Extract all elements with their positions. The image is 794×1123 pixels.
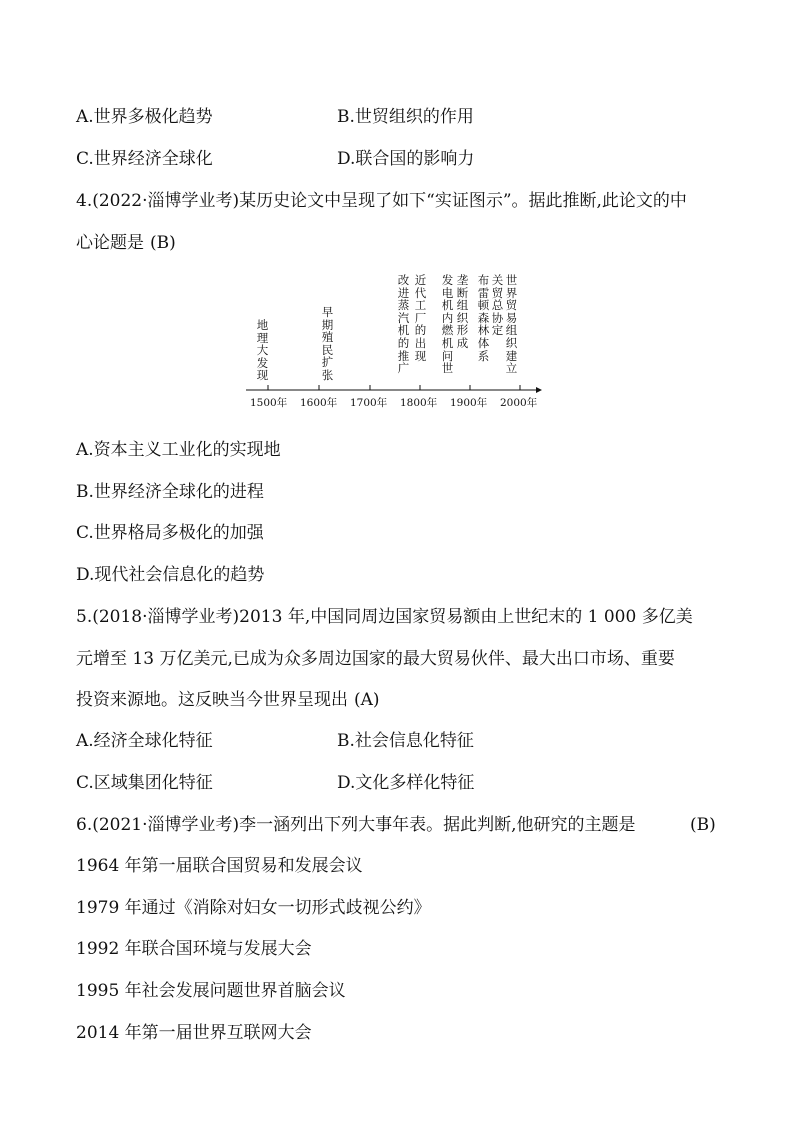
- tick-label: 1600年: [300, 397, 338, 409]
- q6-answer: (B): [690, 815, 716, 835]
- timeline-event: 改进蒸汽机的推广: [397, 273, 410, 376]
- tick-label: 1500年: [250, 397, 288, 409]
- timeline-event: 关贸总协定: [491, 273, 504, 338]
- timeline-event: 世界贸易组织建立: [505, 273, 518, 376]
- q4-option-c: C.世界格局多极化的加强: [76, 523, 264, 543]
- q5-option-c: C.区域集团化特征: [76, 773, 213, 793]
- q4-stem-text: 心论题是: [76, 233, 144, 253]
- q4-option-d: D.现代社会信息化的趋势: [76, 565, 265, 585]
- q5-option-d: D.文化多样化特征: [337, 773, 475, 793]
- timeline-event: 近代工厂的出现: [414, 273, 427, 363]
- tick-label: 1700年: [350, 397, 388, 409]
- q5-stem-text: 投资来源地。这反映当今世界呈现出: [76, 690, 348, 710]
- q4-option-b: B.世界经济全球化的进程: [76, 482, 264, 502]
- timeline-event: 布雷顿森林体系: [477, 273, 490, 363]
- q6-event: 1979 年通过《消除对妇女一切形式歧视公约》: [76, 898, 431, 918]
- q5-stem-line3: [76, 689, 380, 711]
- q4-answer: (B): [150, 233, 176, 253]
- timeline-event: 垄断组织形成: [456, 273, 469, 350]
- tick-label: 2000年: [500, 397, 538, 409]
- q3-option-c: C.世界经济全球化: [76, 149, 213, 169]
- q3-option-d: D.联合国的影响力: [337, 149, 475, 169]
- timeline-event: 早期殖民扩张: [321, 305, 334, 382]
- tick-label: 1800年: [400, 397, 438, 409]
- q5-stem-line1: 5.(2018·淄博学业考)2013 年,中国同周边国家贸易额由上世纪末的 1 000 多亿美: [76, 607, 693, 627]
- q4-stem-line2: [76, 232, 176, 254]
- q6-event: 1992 年联合国环境与发展大会: [76, 939, 312, 959]
- q5-option-b: B.社会信息化特征: [337, 731, 474, 751]
- q5-stem-line2: 元增至 13 万亿美元,已成为众多周边国家的最大贸易伙伴、最大出口市场、重要: [76, 649, 675, 669]
- q6-event: 2014 年第一届世界互联网大会: [76, 1023, 312, 1043]
- q6-event: 1964 年第一届联合国贸易和发展会议: [76, 856, 363, 876]
- q3-option-a: A.世界多极化趋势: [76, 107, 213, 127]
- q6-stem: 6.(2021·淄博学业考)李一涵列出下列大事年表。据此判断,他研究的主题是: [76, 815, 636, 835]
- tick-label: 1900年: [450, 397, 488, 409]
- q4-option-a: A.资本主义工业化的实现地: [76, 440, 281, 460]
- evidence-timeline: [240, 272, 550, 412]
- q5-option-a: A.经济全球化特征: [76, 731, 213, 751]
- q4-stem-line1: 4.(2022·淄博学业考)某历史论文中呈现了如下“实证图示”。据此推断,此论文的中: [76, 191, 687, 211]
- q3-option-b: B.世贸组织的作用: [337, 107, 474, 127]
- q5-answer: (A): [354, 690, 380, 710]
- timeline-event: 发电机内燃机问世: [441, 273, 454, 376]
- q6-event: 1995 年社会发展问题世界首脑会议: [76, 981, 346, 1001]
- timeline-event: 地理大发现: [256, 318, 269, 383]
